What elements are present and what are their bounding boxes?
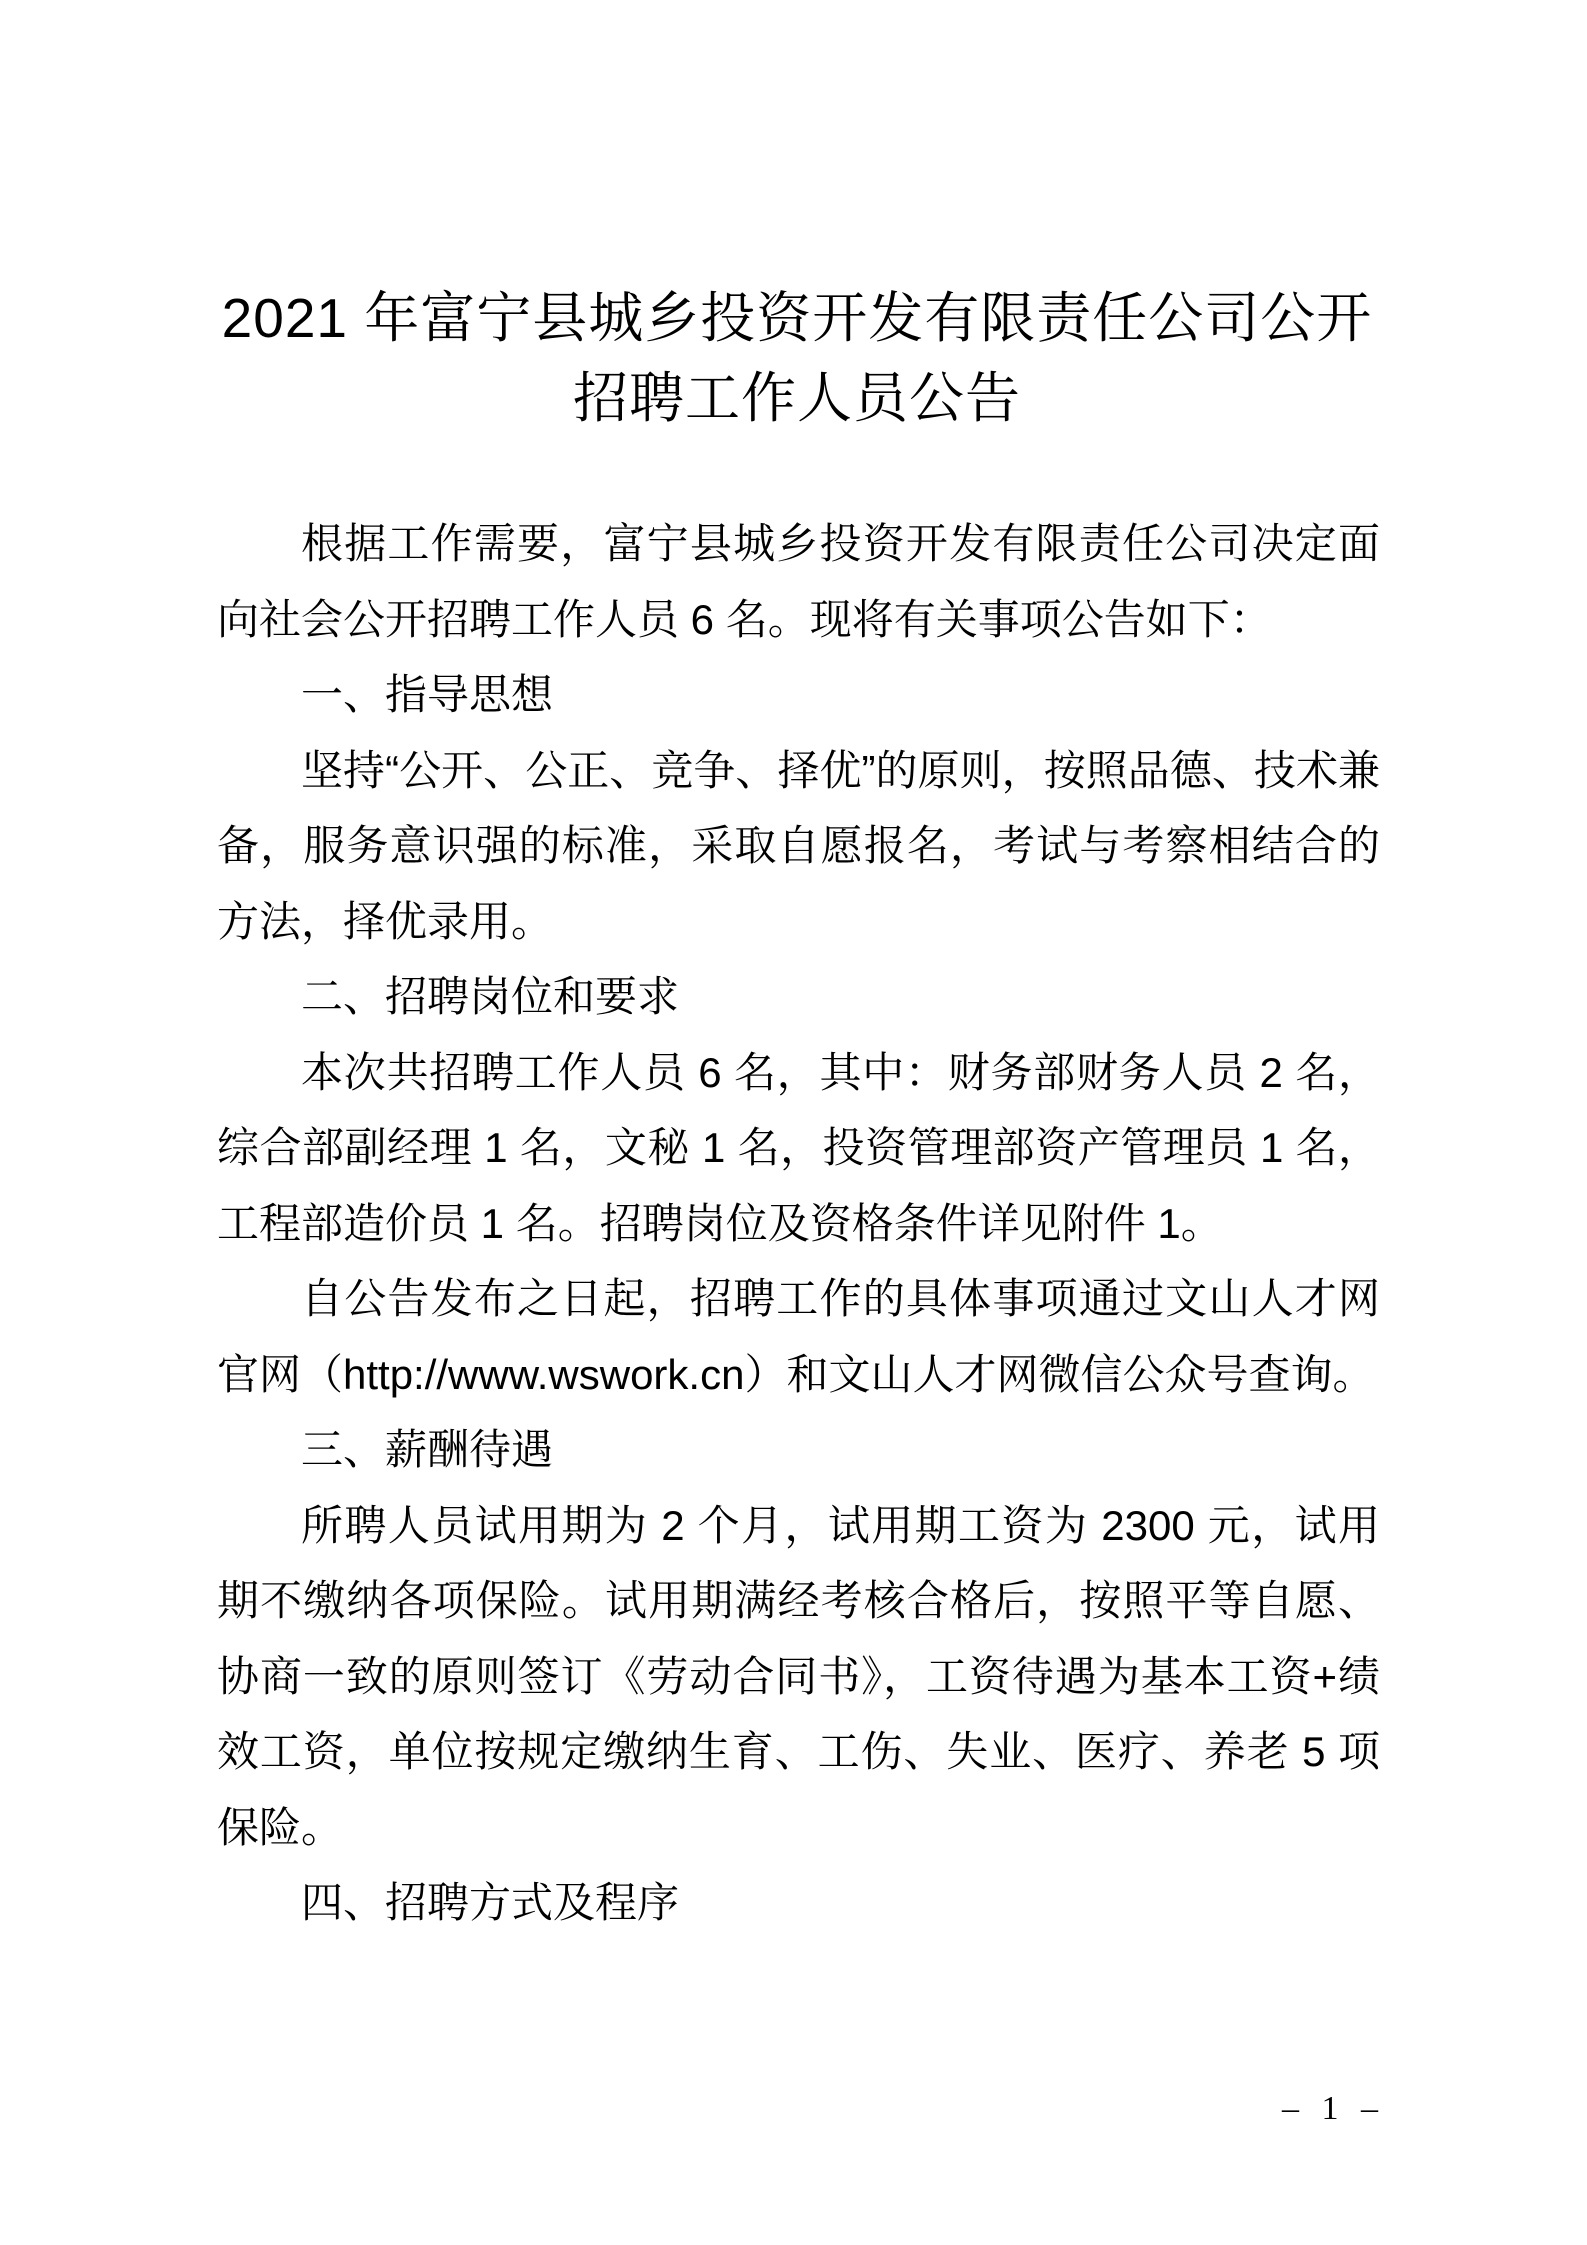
section-heading: 四、招聘方式及程序 — [301, 1879, 680, 1926]
section-heading: 二、招聘岗位和要求 — [301, 973, 680, 1020]
document-title-line-1: 2021 年富宁县城乡投资开发有限责任公司公开 — [221, 287, 1373, 349]
paragraph: 本次共招聘工作人员 6 名，其中：财务部财务人员 2 名，综合部副经理 1 名，文秘 1 名，投资管理部资产管理员 1 名，工程部造价员 1 名。招聘岗位及资格条件详见附件 1。 — [217, 1048, 1380, 1247]
document-title-line-2: 招聘工作人员公告 — [572, 367, 1021, 429]
paragraph: 自公告发布之日起，招聘工作的具体事项通过文山人才网官网（http://www.wswork.cn）和文山人才网微信公众号查询。 — [217, 1275, 1380, 1398]
paragraph: 所聘人员试用期为 2 个月，试用期工资为 2300 元，试用期不缴纳各项保险。试用期满经考核合格后，按照平等自愿、协商一致的原则签订《劳动合同书》，工资待遇为基本工资+绩效工资，单位按规定缴纳生育、工伤、失业、医疗、养老 5 项保险。 — [217, 1501, 1380, 1851]
paragraph: 根据工作需要，富宁县城乡投资开发有限责任公司决定面向社会公开招聘工作人员 6 名。现将有关事项公告如下： — [217, 520, 1380, 643]
document-title — [212, 278, 1382, 438]
page-number: – 1 – — [1282, 2090, 1385, 2127]
section-heading: 一、指导思想 — [301, 671, 554, 718]
paragraph: 坚持“公开、公正、竞争、择优”的原则，按照品德、技术兼备，服务意识强的标准，采取自愿报名，考试与考察相结合的方法，择优录用。 — [217, 746, 1380, 945]
document-body — [217, 506, 1380, 1941]
section-heading: 三、薪酬待遇 — [301, 1426, 554, 1473]
